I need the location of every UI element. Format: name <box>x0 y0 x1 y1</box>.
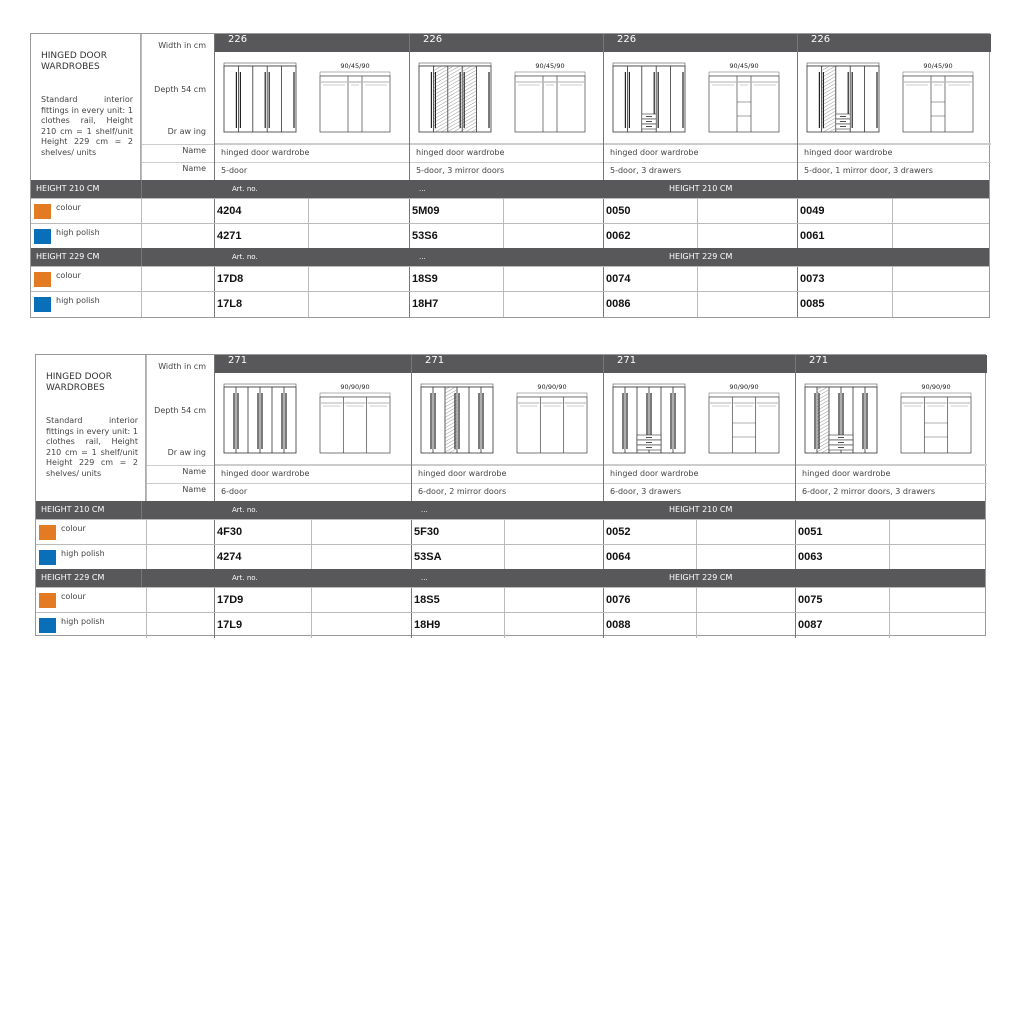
article-number: 18S9 <box>412 273 438 285</box>
ellipsis: ... <box>419 253 426 261</box>
height-label-center: HEIGHT 229 CM <box>669 573 733 582</box>
column-divider <box>411 355 412 501</box>
svg-text:90/90/90: 90/90/90 <box>340 383 370 391</box>
fittings-description: Standard interior fittings in every unit: 1 clothes rail, Height 210 cm = 1 shelf/unit Height 229 cm = 2 shelves/ units <box>46 416 138 478</box>
finish-label: high polish <box>56 228 100 237</box>
finish-swatch <box>34 229 51 244</box>
table-row <box>36 587 985 612</box>
cell-divider <box>797 292 798 317</box>
column-divider <box>797 34 798 180</box>
article-number: 0086 <box>606 298 631 310</box>
wardrobe-6-door-2-mirror-3-drawers-icon <box>799 379 979 459</box>
cell-divider <box>697 199 698 224</box>
cell-divider <box>797 199 798 224</box>
svg-text:90/45/90: 90/45/90 <box>535 62 565 70</box>
cell-divider <box>696 613 697 638</box>
cell-divider <box>697 224 698 249</box>
article-number: 0062 <box>606 230 631 242</box>
product-variant: 5-door <box>214 162 409 180</box>
table-row <box>36 544 985 569</box>
wardrobe-5-door-3-drawers-icon <box>603 52 797 144</box>
band-divider <box>141 569 142 587</box>
cell-divider <box>795 520 796 545</box>
cell-divider <box>214 224 215 249</box>
table-row <box>31 198 989 223</box>
cell-divider <box>409 199 410 224</box>
cell-divider <box>892 267 893 292</box>
cell-divider <box>504 520 505 545</box>
finish-label: colour <box>56 271 81 280</box>
drawing-label: Dr aw ing <box>167 127 206 136</box>
band-divider <box>141 180 142 198</box>
product-variant: 6-door, 3 drawers <box>603 483 795 501</box>
ellipsis: ... <box>421 506 428 514</box>
width-label: Width in cm <box>158 41 206 50</box>
cell-divider <box>146 520 147 545</box>
article-number: 0049 <box>800 205 825 217</box>
column-divider <box>141 34 142 180</box>
cell-divider <box>214 588 215 613</box>
product-name: hinged door wardrobe <box>603 144 797 162</box>
cell-divider <box>214 520 215 545</box>
svg-text:90/90/90: 90/90/90 <box>537 383 567 391</box>
cell-divider <box>411 545 412 570</box>
width-header: 271 <box>411 355 603 373</box>
article-number: 0088 <box>606 619 631 631</box>
cell-divider <box>795 588 796 613</box>
article-number: 0087 <box>798 619 823 631</box>
height-band <box>31 180 989 198</box>
table-title: HINGED DOOR WARDROBES <box>41 51 107 72</box>
article-number: 4274 <box>217 551 242 563</box>
product-variant: 5-door, 3 drawers <box>603 162 797 180</box>
article-number: 4271 <box>217 230 242 242</box>
article-number: 0063 <box>798 551 823 563</box>
table-row <box>31 266 989 291</box>
cell-divider <box>696 588 697 613</box>
art-no-label: Art. no. <box>232 253 258 261</box>
cell-divider <box>411 520 412 545</box>
cell-divider <box>503 224 504 249</box>
height-label: HEIGHT 229 CM <box>41 573 105 582</box>
divider <box>146 465 214 466</box>
finish-swatch <box>39 550 56 565</box>
finish-label: colour <box>61 524 86 533</box>
product-name: hinged door wardrobe <box>603 465 795 483</box>
finish-label: colour <box>56 203 81 212</box>
cell-divider <box>797 267 798 292</box>
cell-divider <box>603 588 604 613</box>
width-label: Width in cm <box>158 362 206 371</box>
article-number: 17L8 <box>217 298 243 310</box>
height-label-center: HEIGHT 210 CM <box>669 505 733 514</box>
cell-divider <box>141 292 142 317</box>
cell-divider <box>214 292 215 317</box>
cell-divider <box>504 613 505 638</box>
width-header: 226 <box>409 34 603 52</box>
cell-divider <box>214 545 215 570</box>
cell-divider <box>214 267 215 292</box>
fittings-description: Standard interior fittings in every unit: 1 clothes rail, Height 210 cm = 1 shelf/unit Height 229 cm = 2 shelves/ units <box>41 95 133 157</box>
finish-label: high polish <box>56 296 100 305</box>
table-row <box>36 612 985 637</box>
wardrobe-6-door-icon <box>218 379 398 459</box>
cell-divider <box>696 520 697 545</box>
column-divider <box>409 34 410 180</box>
divider <box>141 144 214 145</box>
height-label: HEIGHT 229 CM <box>36 252 100 261</box>
width-header: 271 <box>795 355 987 373</box>
column-divider <box>214 34 215 180</box>
finish-swatch <box>34 297 51 312</box>
finish-label: high polish <box>61 549 105 558</box>
name-label: Name <box>182 485 206 494</box>
ellipsis: ... <box>421 574 428 582</box>
article-number: 0051 <box>798 526 823 538</box>
cell-divider <box>697 292 698 317</box>
finish-swatch <box>39 618 56 633</box>
product-name: hinged door wardrobe <box>411 465 603 483</box>
cell-divider <box>603 267 604 292</box>
cell-divider <box>503 199 504 224</box>
row-labels <box>141 34 214 180</box>
cell-divider <box>503 292 504 317</box>
finish-label: high polish <box>61 617 105 626</box>
cell-divider <box>889 545 890 570</box>
cell-divider <box>603 545 604 570</box>
wardrobe-6-door-2-mirror-3-drawers-icon <box>795 373 987 465</box>
cell-divider <box>504 545 505 570</box>
wardrobe-table <box>30 33 990 318</box>
wardrobe-5-door-1-mirror-3-drawers-icon <box>797 52 991 144</box>
cell-divider <box>214 199 215 224</box>
depth-label: Depth 54 cm <box>154 406 206 415</box>
cell-divider <box>797 224 798 249</box>
product-name: hinged door wardrobe <box>797 144 991 162</box>
article-number: 17D9 <box>217 594 244 606</box>
cell-divider <box>311 613 312 638</box>
table-title: HINGED DOOR WARDROBES <box>46 372 112 393</box>
cell-divider <box>603 520 604 545</box>
wardrobe-5-door-3-drawers-icon <box>607 58 787 138</box>
article-number: 53S6 <box>412 230 438 242</box>
ellipsis: ... <box>419 185 426 193</box>
wardrobe-6-door-2-mirror-icon <box>411 373 603 465</box>
row-labels <box>146 355 214 501</box>
cell-divider <box>503 267 504 292</box>
article-number: 4204 <box>217 205 242 217</box>
drawing-label: Dr aw ing <box>167 448 206 457</box>
cell-divider <box>308 199 309 224</box>
product-name: hinged door wardrobe <box>409 144 603 162</box>
article-number: 17D8 <box>217 273 244 285</box>
width-header: 226 <box>603 34 797 52</box>
wardrobe-6-door-3-drawers-icon <box>607 379 787 459</box>
info-panel <box>36 355 146 501</box>
svg-text:90/45/90: 90/45/90 <box>340 62 370 70</box>
info-panel <box>31 34 141 180</box>
cell-divider <box>889 613 890 638</box>
product-name: hinged door wardrobe <box>214 144 409 162</box>
name-label: Name <box>182 164 206 173</box>
cell-divider <box>141 267 142 292</box>
cell-divider <box>141 224 142 249</box>
cell-divider <box>795 613 796 638</box>
cell-divider <box>603 199 604 224</box>
wardrobe-5-door-3-mirror-icon <box>409 52 603 144</box>
band-divider <box>141 248 142 266</box>
height-band <box>31 248 989 266</box>
cell-divider <box>141 199 142 224</box>
article-number: 17L9 <box>217 619 243 631</box>
cell-divider <box>892 199 893 224</box>
article-number: 0074 <box>606 273 631 285</box>
cell-divider <box>146 588 147 613</box>
finish-swatch <box>39 593 56 608</box>
cell-divider <box>311 545 312 570</box>
wardrobe-5-door-icon <box>218 58 398 138</box>
column-divider <box>603 355 604 501</box>
width-header: 226 <box>214 34 409 52</box>
article-number: 0085 <box>800 298 825 310</box>
article-number: 0076 <box>606 594 631 606</box>
cell-divider <box>697 267 698 292</box>
art-no-label: Art. no. <box>232 185 258 193</box>
article-number: 0064 <box>606 551 631 563</box>
height-label-center: HEIGHT 229 CM <box>669 252 733 261</box>
cell-divider <box>146 545 147 570</box>
svg-text:90/90/90: 90/90/90 <box>921 383 951 391</box>
cell-divider <box>889 520 890 545</box>
article-number: 0061 <box>800 230 825 242</box>
column-divider <box>795 355 796 501</box>
article-number: 53SA <box>414 551 442 563</box>
divider <box>146 483 214 484</box>
wardrobe-5-door-3-mirror-icon <box>413 58 593 138</box>
table-row <box>31 223 989 248</box>
cell-divider <box>795 545 796 570</box>
product-variant: 6-door <box>214 483 411 501</box>
wardrobe-table <box>35 354 986 636</box>
cell-divider <box>889 588 890 613</box>
cell-divider <box>214 613 215 638</box>
product-variant: 6-door, 2 mirror doors, 3 drawers <box>795 483 987 501</box>
finish-swatch <box>39 525 56 540</box>
name-label: Name <box>182 146 206 155</box>
wardrobe-5-door-1-mirror-3-drawers-icon <box>801 58 981 138</box>
height-label-center: HEIGHT 210 CM <box>669 184 733 193</box>
svg-text:90/45/90: 90/45/90 <box>729 62 759 70</box>
cell-divider <box>892 292 893 317</box>
width-header: 271 <box>603 355 795 373</box>
column-divider <box>214 355 215 501</box>
product-name: hinged door wardrobe <box>214 465 411 483</box>
cell-divider <box>504 588 505 613</box>
article-number: 18H9 <box>414 619 441 631</box>
name-label: Name <box>182 467 206 476</box>
svg-text:90/90/90: 90/90/90 <box>729 383 759 391</box>
article-number: 0073 <box>800 273 825 285</box>
cell-divider <box>696 545 697 570</box>
article-number: 5M09 <box>412 205 440 217</box>
article-number: 0075 <box>798 594 823 606</box>
wardrobe-6-door-3-drawers-icon <box>603 373 795 465</box>
product-variant: 5-door, 1 mirror door, 3 drawers <box>797 162 991 180</box>
height-label: HEIGHT 210 CM <box>41 505 105 514</box>
cell-divider <box>603 292 604 317</box>
cell-divider <box>892 224 893 249</box>
cell-divider <box>603 613 604 638</box>
cell-divider <box>409 267 410 292</box>
finish-swatch <box>34 272 51 287</box>
cell-divider <box>308 292 309 317</box>
divider <box>141 162 214 163</box>
article-number: 0052 <box>606 526 631 538</box>
width-header: 271 <box>214 355 411 373</box>
article-number: 5F30 <box>414 526 440 538</box>
svg-text:90/45/90: 90/45/90 <box>923 62 953 70</box>
art-no-label: Art. no. <box>232 506 258 514</box>
cell-divider <box>308 224 309 249</box>
height-band <box>36 569 985 587</box>
cell-divider <box>311 588 312 613</box>
article-number: 18S5 <box>414 594 440 606</box>
product-name: hinged door wardrobe <box>795 465 987 483</box>
table-row <box>31 291 989 316</box>
cell-divider <box>409 224 410 249</box>
article-number: 0050 <box>606 205 631 217</box>
product-variant: 6-door, 2 mirror doors <box>411 483 603 501</box>
finish-label: colour <box>61 592 86 601</box>
cell-divider <box>411 613 412 638</box>
cell-divider <box>146 613 147 638</box>
wardrobe-5-door-icon <box>214 52 409 144</box>
finish-swatch <box>34 204 51 219</box>
cell-divider <box>411 588 412 613</box>
width-header: 226 <box>797 34 991 52</box>
table-row <box>36 519 985 544</box>
wardrobe-6-door-icon <box>214 373 411 465</box>
height-label: HEIGHT 210 CM <box>36 184 100 193</box>
art-no-label: Art. no. <box>232 574 258 582</box>
column-divider <box>146 355 147 501</box>
wardrobe-6-door-2-mirror-icon <box>415 379 595 459</box>
depth-label: Depth 54 cm <box>154 85 206 94</box>
article-number: 4F30 <box>217 526 243 538</box>
column-divider <box>603 34 604 180</box>
product-variant: 5-door, 3 mirror doors <box>409 162 603 180</box>
article-number: 18H7 <box>412 298 439 310</box>
band-divider <box>141 501 142 519</box>
cell-divider <box>409 292 410 317</box>
height-band <box>36 501 985 519</box>
cell-divider <box>311 520 312 545</box>
cell-divider <box>603 224 604 249</box>
cell-divider <box>308 267 309 292</box>
